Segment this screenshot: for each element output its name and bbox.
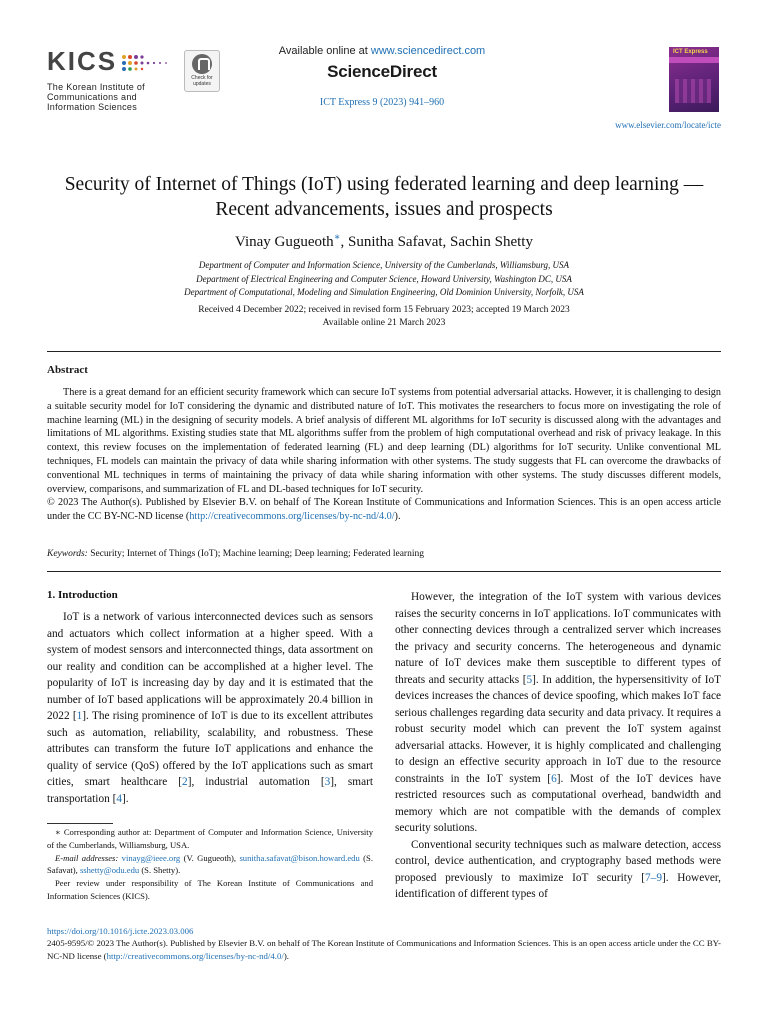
license-link[interactable]: http://creativecommons.org/licenses/by-nc-nd/4.0/ <box>106 950 284 961</box>
affiliation: Department of Computer and Information Science, University of the Cumberlands, Williamsburg, USA <box>198 260 570 270</box>
citation-link[interactable]: 1 <box>76 710 83 722</box>
keywords-list: Security; Internet of Things (IoT); Machine learning; Deep learning; Federated learning <box>87 549 424 559</box>
abstract-body: There is a great demand for an efficient security framework which can secure IoT systems from potential adversarial attacks. However, it is challenging to design a suitable security model for IoT considering the dynamic and distributed nature of IoT. This motivates the researchers to focus more on investigating the role of machine learning (ML) in the designing of security models. A brief analysis of different ML algorithms for IoT security is discussed along with the advantages and limitations of ML algorithms. Existing studies state that ML algorithms suffer from the problem of high computational overhead and risk of privacy leakage. In this context, this review focuses on the implementation of federated learning (FL) and deep learning (DL) algorithms for IoT security. Unlike conventional ML techniques, FL models can maintain the privacy of data while sharing information with other systems. The study suggests that FL can overcome the drawbacks of conventional ML techniques in terms of maintaining the privacy of data while sharing information with other systems. The study discusses different models, overview, comparisons, and summarization of FL and DL-based techniques for IoT security. <box>47 387 721 495</box>
kics-dots-icon <box>121 53 179 73</box>
footnote-rule <box>47 823 113 824</box>
keywords-label: Keywords: <box>47 549 88 559</box>
copyright-notice: © 2023 The Author(s). Published by Elsevier B.V. on behalf of The Korean Institute of Communications and Information Sciences. This is an open access article under the CC BY-NC-ND license (http://creativecommons.org/licenses/by-nc-nd/4.0/). <box>47 497 721 523</box>
affiliation: Department of Computational, Modeling and Simulation Engineering, Old Dominion University, Norfolk, USA <box>184 287 584 297</box>
paragraph: However, the integration of the IoT system with various devices raises the security concerns in IoT applications. IoT communicates with other connecting devices through a centralized server which increases the privacy and security concerns. The heterogeneous and dynamic nature of IoT devices make them susceptible to different types of threats and security attacks [5]. In addition, the hypersensitivity of IoT devices increases the chances of device spoofing, which makes IoT face serious challenges regarding data security and data privacy. It requires a robust security model which can prevent the IoT system against adversarial attacks. However, it is highly complicated and challenging to design an effective security approach in IoT due to the resource constraints in the IoT system [6]. Most of the IoT devices have restricted resources such as computational overhead, bandwidth and memory which are not compatible with the demands of complex security solutions. <box>395 591 722 834</box>
email-link[interactable]: vinayg@ieee.org <box>121 852 181 863</box>
divider <box>47 571 721 572</box>
author-names: , Sunitha Safavat, Sachin Shetty <box>340 234 533 250</box>
journal-homepage-link[interactable]: www.elsevier.com/locate/icte <box>615 120 721 130</box>
footnotes <box>47 826 373 903</box>
paragraph: IoT is a network of various interconnected devices such as sensors and actuators which collect information at a higher speed. With a system of modest sensors and interconnected things, data assortment on our reality and condition can be accomplished at a higher level. The popularity of IoT is increasing day by day and it is estimated that the number of IoT based applications will be approximately 20.4 billion in 2022 [1]. The rising prominence of IoT is due to its excellent attributes such as automation, reliability, scalability, and robustness. These attributes can transform the future IoT applications and enhance the quality of service (QoS) offered by the IoT applications such as smart cities, smart healthcare [2], industrial automation [3], smart transportation [4]. <box>47 611 373 805</box>
corresponding-author-note: ∗ Corresponding author at: Department of Computer and Information Science, University of the Cumberlands, Williamsburg, USA. <box>47 827 373 850</box>
citation-link[interactable]: 3 <box>324 776 331 788</box>
sciencedirect-link[interactable]: www.sciencedirect.com <box>370 45 486 57</box>
license-link[interactable]: http://creativecommons.org/licenses/by-nc-nd/4.0/ <box>189 511 395 523</box>
citation-link[interactable]: 6 <box>551 772 557 785</box>
left-column <box>47 589 373 807</box>
email-link[interactable]: sshetty@odu.edu <box>79 865 140 876</box>
section-heading: 1. Introduction <box>47 589 118 601</box>
author-list <box>60 232 708 251</box>
citation-link[interactable]: 7–9 <box>645 871 662 884</box>
peer-review-note: Peer review under responsibility of The Korean Institute of Communications and Information Sciences (KICS). <box>47 878 373 901</box>
affiliation: Department of Electrical Engineering and Computer Science, Howard University, Washington DC, USA <box>196 273 572 284</box>
journal-header <box>47 44 721 136</box>
article-history <box>60 304 708 330</box>
corresponding-author-mark[interactable]: ∗ <box>333 232 341 243</box>
author-name: Vinay Gugueoth <box>235 234 334 250</box>
divider <box>47 351 721 352</box>
publisher-block <box>247 44 517 108</box>
keywords <box>47 549 721 559</box>
email-addresses: E-mail addresses: vinayg@ieee.org (V. Gugueoth), sunitha.safavat@bison.howard.edu (S. Safavat), sshetty@odu.edu (S. Shetty). <box>47 852 373 876</box>
kics-wordmark: KICS <box>47 46 118 76</box>
page-footer <box>47 925 721 962</box>
cover-label: ICT Express <box>673 49 708 55</box>
received-dates: Received 4 December 2022; received in revised form 15 February 2023; accepted 19 March 2023 <box>198 305 570 315</box>
sciencedirect-wordmark: ScienceDirect <box>327 62 437 81</box>
citation-link[interactable]: 4 <box>116 792 122 805</box>
kics-subtitle: The Korean Institute of Communications and Information Sciences <box>47 82 145 112</box>
abstract-heading: Abstract <box>47 364 88 376</box>
journal-reference: ICT Express 9 (2023) 941–960 <box>319 97 445 108</box>
journal-cover-image <box>669 47 719 112</box>
email-link[interactable]: sunitha.safavat@bison.howard.edu <box>239 852 360 863</box>
kics-logo <box>47 48 182 118</box>
available-online: Available online at www.sciencedirect.com <box>278 45 486 57</box>
right-column <box>395 589 721 903</box>
paragraph: Conventional security techniques such as malware detection, access control, device authentication, and cryptography based methods were proposed previously to maximize IoT security [7–9]. However, identification of different types of <box>395 838 722 900</box>
check-for-updates-badge[interactable]: Check for updates <box>184 50 220 92</box>
citation-link[interactable]: 2 <box>182 776 188 788</box>
article-title: Security of Internet of Things (IoT) using federated learning and deep learning — Recent advancements, issues and prospects <box>64 174 704 220</box>
available-date: Available online 21 March 2023 <box>322 318 446 328</box>
abstract <box>47 386 721 524</box>
bookmark-icon <box>192 54 212 74</box>
citation-link[interactable]: 5 <box>526 673 533 686</box>
affiliations <box>60 259 708 300</box>
doi-link[interactable]: https://doi.org/10.1016/j.icte.2023.03.006 <box>47 926 194 936</box>
license-statement: 2405-9595/© 2023 The Author(s). Published by Elsevier B.V. on behalf of The Korean Institute of Communications and Information Sciences. This is an open access article under the CC BY-NC-ND license (http://creativecommons.org/licenses/by-nc-nd/4.0/). <box>47 938 721 961</box>
